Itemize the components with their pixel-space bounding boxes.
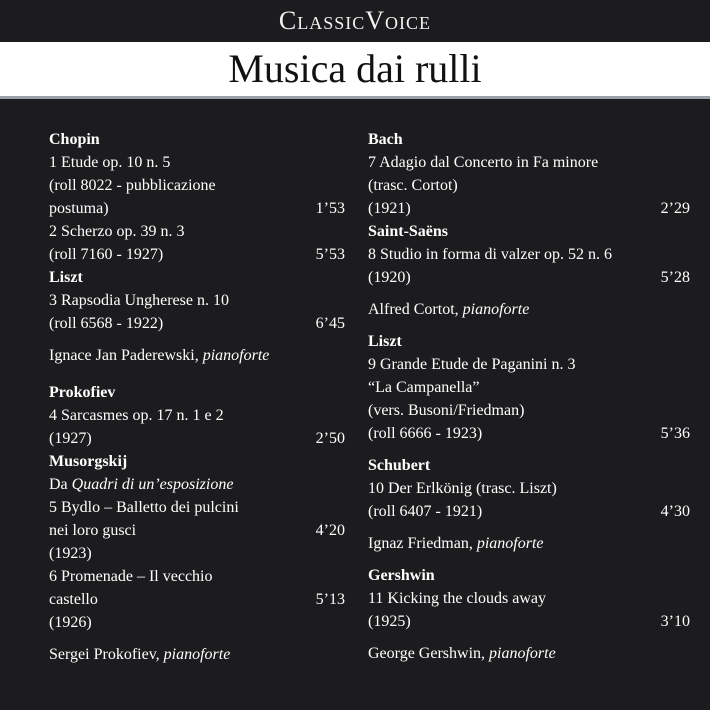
composer-chopin: Chopin xyxy=(49,131,100,148)
track-9-line-4 xyxy=(368,422,690,445)
performer-name: Ignace Jan Paderewski, xyxy=(49,347,203,364)
title-bar xyxy=(0,42,710,99)
track-6-line-1: 6 Promenade – Il vecchio xyxy=(49,568,213,585)
composer-prokofiev: Prokofiev xyxy=(49,384,116,401)
performer-instrument: pianoforte xyxy=(476,535,544,552)
composer-saint-saens: Saint-Saëns xyxy=(368,223,449,240)
track-8-line-1: 8 Studio in forma di valzer op. 52 n. 6 xyxy=(368,246,612,263)
track-10-line-2 xyxy=(368,500,690,523)
track-4-duration: 2’50 xyxy=(315,430,345,447)
track-4-info: (1927) xyxy=(49,430,92,447)
track-8-info: (1920) xyxy=(368,269,411,286)
right-column xyxy=(368,128,690,665)
track-6-duration: 5’13 xyxy=(315,591,345,608)
performer-prokofiev xyxy=(49,643,345,666)
performer-instrument: pianoforte xyxy=(489,645,556,662)
performer-name: Ignaz Friedman, xyxy=(368,535,477,552)
track-5-line-2 xyxy=(49,519,345,542)
performer-name: Sergei Prokofiev, xyxy=(49,646,164,663)
track-9-info: (roll 6666 - 1923) xyxy=(368,425,483,442)
album-title: Musica dai rulli xyxy=(228,46,482,91)
track-1-line-1: 1 Etude op. 10 n. 5 xyxy=(49,154,171,171)
track-10-line-1: 10 Der Erlkönig (trasc. Liszt) xyxy=(368,480,557,497)
performer-paderewski xyxy=(49,344,345,367)
track-9-duration: 5’36 xyxy=(660,425,690,442)
performer-instrument: pianoforte xyxy=(462,301,530,318)
performer-gershwin xyxy=(368,642,690,665)
track-10-info: (roll 6407 - 1921) xyxy=(368,503,483,520)
track-5-line-1: 5 Bydlo – Balletto dei pulcini xyxy=(49,499,239,516)
work-prefix: Da xyxy=(49,476,72,493)
brand-logo: ClassicVoice xyxy=(278,6,432,35)
track-4-line-1: 4 Sarcasmes op. 17 n. 1 e 2 xyxy=(49,407,224,424)
track-4-line-2 xyxy=(49,427,345,450)
track-5-duration: 4’20 xyxy=(315,522,345,539)
performer-cortot xyxy=(368,298,690,321)
composer-liszt: Liszt xyxy=(49,269,83,286)
track-5-info: nei loro gusci xyxy=(49,522,137,539)
track-6-line-3: (1926) xyxy=(49,614,92,631)
composer-schubert: Schubert xyxy=(368,457,431,474)
track-1-line-3 xyxy=(49,197,345,220)
work-source xyxy=(49,473,345,496)
track-3-line-2 xyxy=(49,312,345,335)
track-5-line-3: (1923) xyxy=(49,545,92,562)
track-11-line-2 xyxy=(368,610,690,633)
composer-bach: Bach xyxy=(368,131,403,148)
composer-gershwin: Gershwin xyxy=(368,567,435,584)
track-3-duration: 6’45 xyxy=(315,315,345,332)
performer-instrument: pianoforte xyxy=(163,646,231,663)
track-2-line-1: 2 Scherzo op. 39 n. 3 xyxy=(49,223,185,240)
track-8-line-2 xyxy=(368,266,690,289)
track-7-duration: 2’29 xyxy=(660,200,690,217)
track-7-line-1: 7 Adagio dal Concerto in Fa minore xyxy=(368,154,599,171)
track-10-duration: 4’30 xyxy=(660,503,690,520)
composer-liszt: Liszt xyxy=(368,333,402,350)
track-11-duration: 3’10 xyxy=(660,613,690,630)
performer-friedman xyxy=(368,532,690,555)
track-3-info: (roll 6568 - 1922) xyxy=(49,315,164,332)
track-1-info: postuma) xyxy=(49,200,109,217)
track-9-line-3: (vers. Busoni/Friedman) xyxy=(368,402,525,419)
work-title: Quadri di un’esposizione xyxy=(71,476,234,493)
track-2-info: (roll 7160 - 1927) xyxy=(49,246,164,263)
performer-instrument: pianoforte xyxy=(202,347,270,364)
track-8-duration: 5’28 xyxy=(660,269,690,286)
track-6-line-2 xyxy=(49,588,345,611)
track-9-line-2: “La Campanella” xyxy=(368,379,480,396)
track-2-line-2 xyxy=(49,243,345,266)
track-7-line-2: (trasc. Cortot) xyxy=(368,177,458,194)
track-9-line-1: 9 Grande Etude de Paganini n. 3 xyxy=(368,356,576,373)
performer-name: George Gershwin, xyxy=(368,645,490,662)
track-1-line-2: (roll 8022 - pubblicazione xyxy=(49,177,216,194)
track-7-line-3 xyxy=(368,197,690,220)
performer-name: Alfred Cortot, xyxy=(368,301,463,318)
track-11-line-1: 11 Kicking the clouds away xyxy=(368,590,547,607)
composer-musorgskij: Musorgskij xyxy=(49,453,128,470)
track-6-info: castello xyxy=(49,591,98,608)
left-column xyxy=(49,128,345,666)
track-3-line-1: 3 Rapsodia Ungherese n. 10 xyxy=(49,292,229,309)
track-1-duration: 1’53 xyxy=(315,200,345,217)
track-11-info: (1925) xyxy=(368,613,411,630)
track-2-duration: 5’53 xyxy=(315,246,345,263)
track-7-info: (1921) xyxy=(368,200,411,217)
